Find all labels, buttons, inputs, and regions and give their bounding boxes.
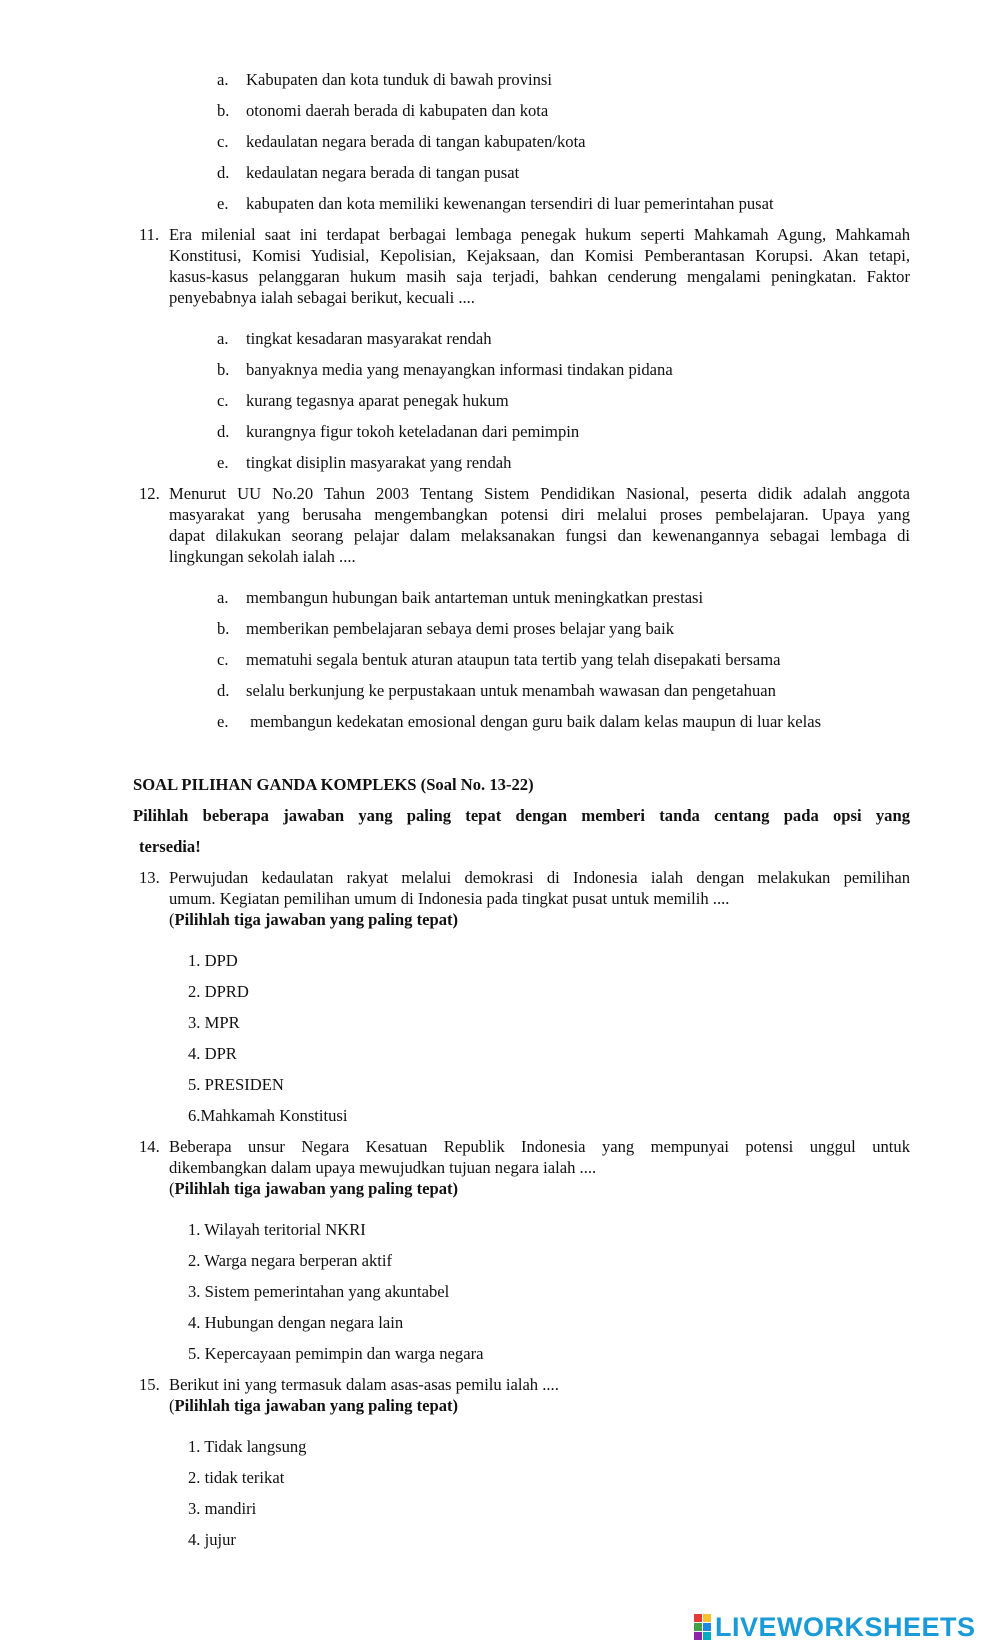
logo-square [694, 1632, 702, 1640]
q14-choice-4[interactable]: 4. Hubungan dengan negara lain [188, 1313, 404, 1332]
q13-choice-3[interactable]: 3. MPR [188, 1013, 240, 1032]
section-instruction: Pilihlah beberapa jawaban yang paling tepat dengan memberi tanda centang pada opsi yang [133, 806, 910, 825]
q14-choice-1[interactable]: 1. Wilayah teritorial NKRI [188, 1220, 366, 1239]
logo-square [703, 1623, 711, 1631]
question-hint: (Pilihlah tiga jawaban yang paling tepat) [169, 1396, 459, 1415]
question-text: Perwujudan kedaulatan rakyat melalui demokrasi di Indonesia ialah dengan melakukan pemilihan umum. Kegiatan pemilihan umum di Indonesia pada tingkat pusat untuk memilih .... [169, 868, 910, 908]
q15-choice-3[interactable]: 3. mandiri [188, 1499, 257, 1518]
logo-text: LIVEWORKSHEETS [715, 1611, 976, 1642]
logo-square [703, 1614, 711, 1622]
q15-choice-2[interactable]: 2. tidak terikat [188, 1468, 285, 1487]
question-number: 11. [139, 225, 160, 244]
logo-square [694, 1623, 702, 1631]
question-hint: (Pilihlah tiga jawaban yang paling tepat) [169, 1179, 459, 1198]
question-text: Menurut UU No.20 Tahun 2003 Tentang Sistem Pendidikan Nasional, peserta didik adalah anggota masyarakat yang berusaha mengembangkan potensi diri melalui proses pembelajaran. Upaya yang dapat dilakukan seorang pelajar dalam melaksanakan fungsi dan kewenangannya sebagai lembaga di lingkungan sekolah ialah .... [169, 484, 910, 566]
liveworksheets-logo [694, 1612, 976, 1642]
q14-choice-2[interactable]: 2. Warga negara berperan aktif [188, 1251, 392, 1270]
section-instruction-end: tersedia! [139, 837, 201, 856]
section-heading: SOAL PILIHAN GANDA KOMPLEKS (Soal No. 13-22) [133, 775, 534, 794]
logo-mark-icon [694, 1614, 711, 1640]
question-text: Era milenial saat ini terdapat berbagai lembaga penegak hukum seperti Mahkamah Agung, Mahkamah Konstitusi, Komisi Yudisial, Kepolisian, Kejaksaan, dan Komisi Pemberantasan Korupsi. Akan tetapi, kasus-kasus pelanggaran hukum masih saja terjadi, bahkan cenderung mengalami peningkatan. Faktor penyebabnya ialah sebagai berikut, kecuali .... [169, 225, 910, 307]
question-hint: (Pilihlah tiga jawaban yang paling tepat) [169, 910, 459, 929]
q14-choice-3[interactable]: 3. Sistem pemerintahan yang akuntabel [188, 1282, 450, 1301]
q13-choice-4[interactable]: 4. DPR [188, 1044, 237, 1063]
q15-choice-4[interactable]: 4. jujur [188, 1530, 236, 1549]
q15-choice-1[interactable]: 1. Tidak langsung [188, 1437, 307, 1456]
q13-choice-5[interactable]: 5. PRESIDEN [188, 1075, 284, 1094]
question-number: 15. [139, 1375, 160, 1394]
q13-choice-6[interactable]: 6.Mahkamah Konstitusi [188, 1106, 348, 1125]
worksheet-page: a. Kabupaten dan kota tunduk di bawah provinsi b. otonomi daerah berada di kabupaten dan kota c. kedaulatan negara berada di tangan kabupaten/kota d. kedaulatan negara berada di tangan pusat e. kabupaten dan kota memiliki kewenangan tersendiri di luar pemerintahan pusat 11. Era milenial saat ini terdapat berbagai lembaga penegak hukum seperti Mahkamah Agung, Mahkamah Konstitusi, Komisi Yudisial, Kepolisian, Kejaksaan, dan Komisi Pemberantasan Korupsi. Akan tetapi, kasus-kasus pelanggaran hukum masih saja terjadi, bahkan cenderung mengalami peningkatan. Faktor penyebabnya ialah sebagai berikut, kecuali .... a. tingkat kesadaran masyarakat rendah b. banyaknya media yang menayangkan informasi tindakan pidana c. kurang tegasnya aparat penegak hukum d. kurangnya figur tokoh keteladanan dari pemimpin e. tingkat disiplin masyarakat yang rendah 12. Menurut UU No.20 Tahun 2003 Tentang Sistem Pendidikan Nasional, peserta didik adalah anggota masyarakat yang berusaha mengembangkan potensi diri melalui proses pembelajaran. Upaya yang dapat dilakukan seorang pelajar dalam melaksanakan fungsi dan kewenangannya sebagai lembaga di lingkungan sekolah ialah .... a. membangun hubungan baik antarteman untuk meningkatkan prestasi b. memberikan pembelajaran sebaya demi proses belajar yang baik c. mematuhi segala bentuk aturan ataupun tata tertib yang telah disepakati bersama d. selalu berkunjung ke perpustakaan untuk menambah wawasan dan pengetahuan e. membangun kedekatan emosional dengan guru baik dalam kelas maupun di luar kelas SOAL PILIHAN GANDA KOMPLEKS (Soal No. 13-22) Pilihlah beberapa jawaban yang paling tepat dengan memberi tanda centang pada opsi yang tersedia! 13. Perwujudan kedaulatan rakyat melalui demokrasi di Indonesia ialah dengan melakukan pemilihan umum. Kegiatan pemilihan umum di Indonesia pada tingkat pusat untuk memilih .... (Pilihlah tiga jawaban yang paling tepat) 1. DPD 2. DPRD 3. MPR 4. DPR 5. PRESIDEN 6.Mahkamah Konstitusi 14. Beberapa unsur Negara Kesatuan Republik Indonesia yang mempunyai potensi unggul untuk dikembangkan dalam upaya mewujudkan tujuan negara ialah .... (Pilihlah tiga jawaban yang paling tepat) 1. Wilayah teritorial NKRI 2. Warga negara berperan aktif 3. Sistem pemerintahan yang akuntabel 4. Hubungan dengan negara lain 5. Kepercayaan pemimpin dan warga negara 15. Berikut ini yang termasuk dalam asas-asas pemilu ialah .... (Pilihlah tiga jawaban yang paling tepat) 1. Tidak langsung 2. tidak terikat 3. mandiri 4. jujur LIVEWORKSHEETS [133, 70, 976, 1642]
logo-square [703, 1632, 711, 1640]
question-number: 12. [139, 484, 160, 503]
q13-choice-2[interactable]: 2. DPRD [188, 982, 249, 1001]
question-text: Berikut ini yang termasuk dalam asas-asas pemilu ialah .... [169, 1375, 559, 1394]
q14-choice-5[interactable]: 5. Kepercayaan pemimpin dan warga negara [188, 1344, 484, 1363]
question-number: 13. [139, 868, 160, 887]
logo-square [694, 1614, 702, 1622]
question-text: Beberapa unsur Negara Kesatuan Republik Indonesia yang mempunyai potensi unggul untuk dikembangkan dalam upaya mewujudkan tujuan negara ialah .... [169, 1137, 910, 1177]
q13-choice-1[interactable]: 1. DPD [188, 951, 238, 970]
question-number: 14. [139, 1137, 160, 1156]
